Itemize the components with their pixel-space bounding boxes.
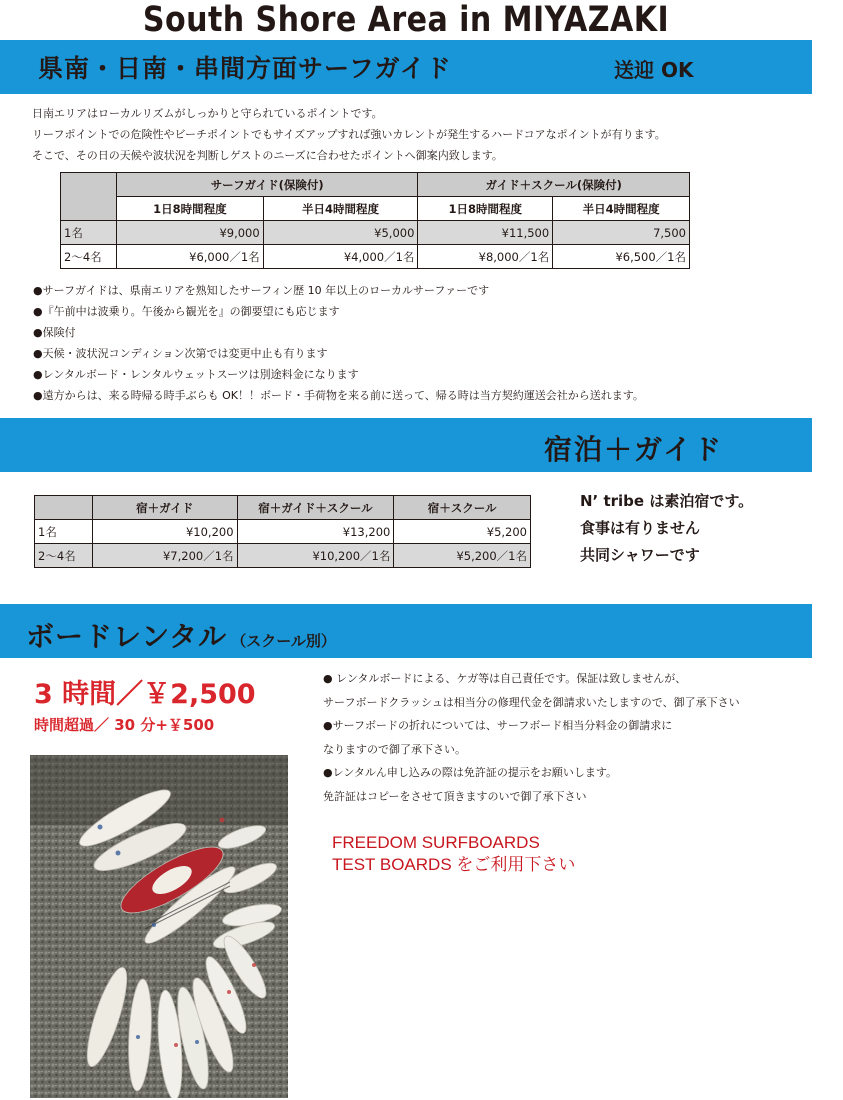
- guide-notes: [33, 280, 644, 406]
- rental-banner: [0, 604, 812, 658]
- intro-line: 日南エリアはローカルリズムがしっかりと守られているポイントです。: [32, 107, 383, 120]
- table-row: [61, 245, 690, 269]
- header-guide-school: ガイド＋スクール(保険付): [418, 173, 690, 197]
- note-item: ●遠方からは、来る時帰る時手ぶらも OK！！ボード・手荷物を来る前に送って、帰る時は当方契約運送会社から送れます。: [33, 389, 644, 402]
- rental-notes: [323, 667, 740, 808]
- surf-guide-title: 県南・日南・串間方面サーフガイド: [38, 54, 452, 83]
- table-row: [61, 221, 690, 245]
- rental-note: ● レンタルボードによる、ケガ等は自己責任です。保証は致しませんが、: [323, 672, 687, 685]
- rental-overtime: 時間超過／ 30 分+￥500: [34, 716, 215, 734]
- surf-guide-banner: [0, 40, 812, 94]
- rental-price: 3 時間／￥2,500: [34, 679, 256, 710]
- header-lodging-guide-school: 宿＋ガイド＋スクール: [237, 496, 394, 520]
- freedom-line: FREEDOM SURFBOARDS: [332, 833, 540, 852]
- note-item: ●保険付: [33, 326, 76, 339]
- price-cell: ¥5,200／1名: [394, 544, 531, 568]
- table-row: [35, 544, 531, 568]
- price-cell: ¥13,200: [237, 520, 394, 544]
- price-cell: ¥5,200: [394, 520, 531, 544]
- price-cell: ¥10,200／1名: [237, 544, 394, 568]
- table-corner: [61, 173, 117, 221]
- header-full-day: 1日8時間程度: [418, 197, 553, 221]
- price-cell: ¥11,500: [418, 221, 553, 245]
- intro-line: リーフポイントでの危険性やビーチポイントでもサイズアップすれば強いカレントが発生するハードコアなポイントが有ります。: [32, 128, 666, 141]
- guide-intro: [32, 103, 666, 166]
- header-half-day: 半日4時間程度: [263, 197, 418, 221]
- price-cell: ¥6,000／1名: [116, 245, 263, 269]
- note-item: ●レンタルボード・レンタルウェットスーツは別途料金になります: [33, 368, 359, 381]
- row-label: 1名: [35, 520, 93, 544]
- lodging-banner: [0, 418, 812, 472]
- price-cell: ¥9,000: [116, 221, 263, 245]
- lodging-note: 共同シャワーです: [580, 546, 700, 564]
- row-label: 2～4名: [61, 245, 117, 269]
- table-row: [35, 520, 531, 544]
- lodging-title: 宿泊＋ガイド: [544, 433, 724, 466]
- note-item: ●天候・波状況コンディション次第では変更中止も有ります: [33, 347, 328, 360]
- intro-line: そこで、その日の天候や波状況を判断しゲストのニーズに合わせたポイントへ御案内致します。: [32, 149, 503, 162]
- pickup-ok-label: 送迎 OK: [614, 58, 694, 82]
- header-surf-guide: サーフガイド(保険付): [116, 173, 417, 197]
- freedom-line: TEST BOARDS をご利用下さい: [332, 855, 576, 874]
- price-cell: ¥7,200／1名: [92, 544, 237, 568]
- rental-note: ●サーフボードの折れについては、サーフボード相当分料金の御請求に: [323, 719, 673, 732]
- row-label: 2～4名: [35, 544, 93, 568]
- note-item: ●サーフガイドは、県南エリアを熟知したサーフィン歴 10 年以上のローカルサーファーです: [33, 284, 490, 297]
- lodging-notes: [580, 488, 753, 569]
- price-cell: ¥5,000: [263, 221, 418, 245]
- freedom-surfboards-notice: [332, 832, 575, 876]
- rental-note: 免許証はコピーをさせて頂きますのいで御了承下さい: [323, 789, 587, 803]
- note-item: ●『午前中は波乗り。午後から観光を』の御要望にも応じます: [33, 305, 340, 318]
- price-cell: ¥6,500／1名: [553, 245, 690, 269]
- price-cell: ¥8,000／1名: [418, 245, 553, 269]
- rental-subtitle: （スクール別）: [231, 632, 336, 650]
- surfboards-photo: [30, 755, 288, 1098]
- row-label: 1名: [61, 221, 117, 245]
- header-lodging-guide: 宿＋ガイド: [92, 496, 237, 520]
- page-title: South Shore Area in MIYAZAKI: [142, 0, 670, 40]
- lodging-price-table: [34, 495, 531, 568]
- price-cell: ¥10,200: [92, 520, 237, 544]
- rental-title-text: ボードレンタル: [26, 620, 228, 653]
- rental-title: [26, 615, 336, 655]
- guide-price-table: [60, 172, 690, 269]
- rental-note: なりますので御了承下さい。: [323, 742, 466, 756]
- lodging-note: 食事は有りません: [580, 519, 701, 537]
- lodging-note: N’ tribe は素泊宿です。: [580, 492, 754, 510]
- header-half-day: 半日4時間程度: [553, 197, 690, 221]
- price-cell: ¥4,000／1名: [263, 245, 418, 269]
- price-cell: 7,500: [553, 221, 690, 245]
- table-corner: [35, 496, 93, 520]
- header-full-day: 1日8時間程度: [116, 197, 263, 221]
- rental-note: ●レンタルん申し込みの際は免許証の提示をお願いします。: [323, 766, 618, 779]
- header-lodging-school: 宿＋スクール: [394, 496, 531, 520]
- rental-note: サーフボードクラッシュは相当分の修理代金を御請求いたしますので、御了承下さい: [323, 695, 740, 709]
